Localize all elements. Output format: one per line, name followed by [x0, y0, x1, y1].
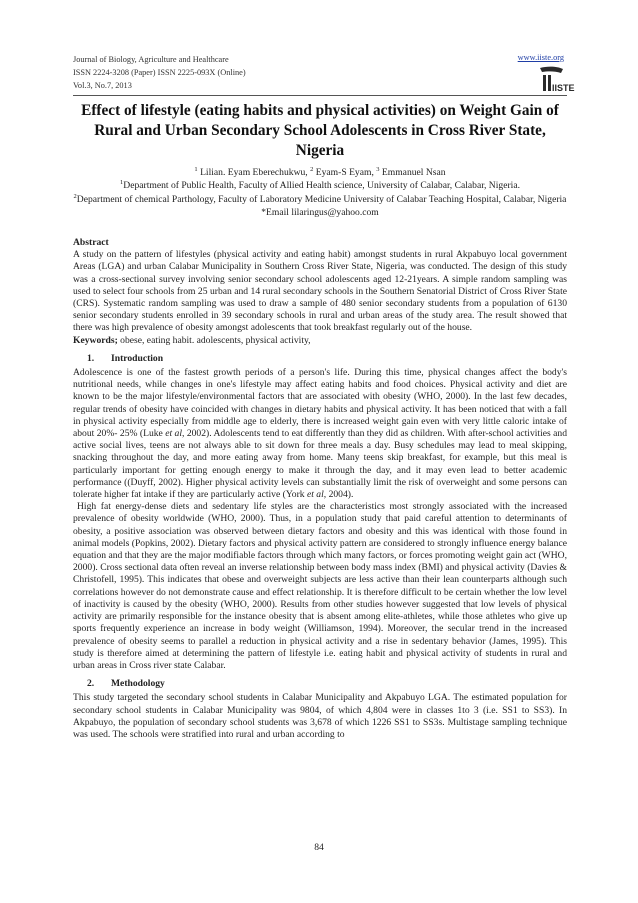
journal-name: Journal of Biology, Agriculture and Healthcare [73, 55, 229, 64]
journal-url-link[interactable]: www.iiste.org [517, 53, 564, 62]
svg-text:IISTE: IISTE [552, 83, 575, 93]
abstract-heading: Abstract [73, 237, 109, 248]
affiliation-1: $^1$Department of Public Health, Faculty of Allied Health science, University of Calabar, Calabar, Nigeria. [120, 179, 520, 192]
page-number: 84 [314, 842, 324, 853]
author-email: *Email lilaringus@yahoo.com [261, 207, 379, 219]
paper-title: Effect of lifestyle (eating habits and physical activities) on Weight Gain of Rural and Urban Secondary School Adolescents in Cross River State, Nigeria [81, 102, 559, 159]
keywords-line: Keywords; obese, eating habit. adolescents, physical activity, [73, 334, 311, 346]
introduction-paragraph-2: High fat energy-dense diets and sedentary life styles are the characteristics most strongly associated with the increased prevalence of obesity worldwide (WHO, 2000). Thus, in a population study that paid careful attention to determinants of obesity, a positive association was observed between dietary factors and obesity and this was identical with those found in animal models (Popkins, 2002). Dietary factors and physical activity pattern are considered to strongly influence energy balance equation and that they are the major modifiable factors through which many factors, or forces promoting weight gain act (WHO, 2000). Cross sectional data often reveal an inverse relationship between body mass index (BMI) and physical activity (Davies & Christofell, 1995). This indicates that obese and overweight subjects are less active than their lean counterparts although such correlations however do not demonstrate cause and effect relationship. It is therefore difficult to be certain whether the low level of inactivity is caused by the obesity (WHO, 2000). Results from other studies however suggested that low levels of physical activity are primarily responsible for the instance obesity that is absent among elite-athletes, while those athletes who give up sports frequently experience an increase in body weight (Williamson, 1994). Moreover, the secular trend in the increased prevalence of obesity seems to parallel a reduction in physical activity and a rise in sedentary behavior (James, 1995). This study is therefore aimed at determining the pattern of lifestyle i.e. eating habit and physical activity of students in rural and urban areas in Cross river state Calabar. [73, 501, 567, 671]
abstract-text: A study on the pattern of lifestyles (physical activity and eating habit) amongst students in rural Akpabuyo local government Areas (LGA) and urban Calabar Municipality in Southern Cross River State, Nigeria, was conducted. The design of this study was a cross-sectional survey involving senior secondary school adolescents aged 12-21years. A simple random sampling was used to select four schools from 25 urban and 14 rural secondary schools in the Southern Senatorial District of Cross River State (CRS). Systematic random sampling was used to draw a sample of 480 senior secondary students from a population of 6130 senior secondary students enrolled in 39 secondary schools in rural and urban areas of the study area. The result showed that there was high prevalence of obesity amongst adolescents that took breakfast regularly out of the house. [73, 249, 567, 334]
journal-volume: Vol.3, No.7, 2013 [73, 81, 132, 90]
author-names: $^1$ Lilian. Eyam Eberechukwu, $^2$ Eyam-S Eyam, $^3$ Emmanuel Nsan [194, 165, 446, 178]
methodology-paragraph-1: This study targeted the secondary school students in Calabar Municipality and Akpabuyo LGA. The estimated population for secondary school students in Calabar Municipality was 9804, of which 4,804 were in classes 1to 3 (i.e. SS1 to SS3). In Akpabuyo, the population of secondary school students was 3,678 of which 1226 SS1 to SS3s. Multistage sampling technique was used. The schools were stratified into rural and urban according to [73, 692, 567, 740]
introduction-paragraph-1: Adolescence is one of the fastest growth periods of a person's life. During this time, physical changes affect the body's nutritional needs, while changes in one's lifestyle may affect eating habits and food choices. Physical activity and diet are known to be the major lifestyle/environmental factors that are associated with obesity (WHO, 2000). In the last few decades, regular trends of obesity have coincided with changes in dietary habits and physical activity. It has been noticed that with a fall in physical activity especially from middle age to elderly, there is increased weight gain even with very little caloric intake of about 20%- 25% (Luke et al, 2002). Adolescents tend to eat differently than they did as children. With after-school activities and active social lives, teens are not always able to sit down for three meals a day. Busy schedules may lead to meal skipping, snacking throughout the day, and more eating away from home. Many teens skip breakfast, for example, but this meal is particularly important for getting enough energy to make it through the day, and it may even lead to better academic performance ((Duyff, 2002). Higher physical activity levels can substantially limit the risk of overweight and some persons can tolerate higher fat intake if they are particularly active (York et al, 2004). [73, 367, 567, 501]
journal-issn: ISSN 2224-3208 (Paper) ISSN 2225-093X (Online) [73, 68, 246, 77]
header-rule [73, 95, 567, 96]
iiste-logo [537, 64, 575, 96]
section-heading-methodology: 2. Methodology [87, 678, 165, 690]
section-heading-introduction: 1. Introduction [87, 352, 164, 364]
journal-header [73, 53, 373, 92]
affiliation-2: $^2$Department of chemical Parthology, Faculty of Laboratory Medicine University of Calabar Teaching Hospital, Calabar, Nigeria [73, 192, 567, 205]
paper-body [73, 237, 567, 741]
author-block [73, 166, 567, 220]
